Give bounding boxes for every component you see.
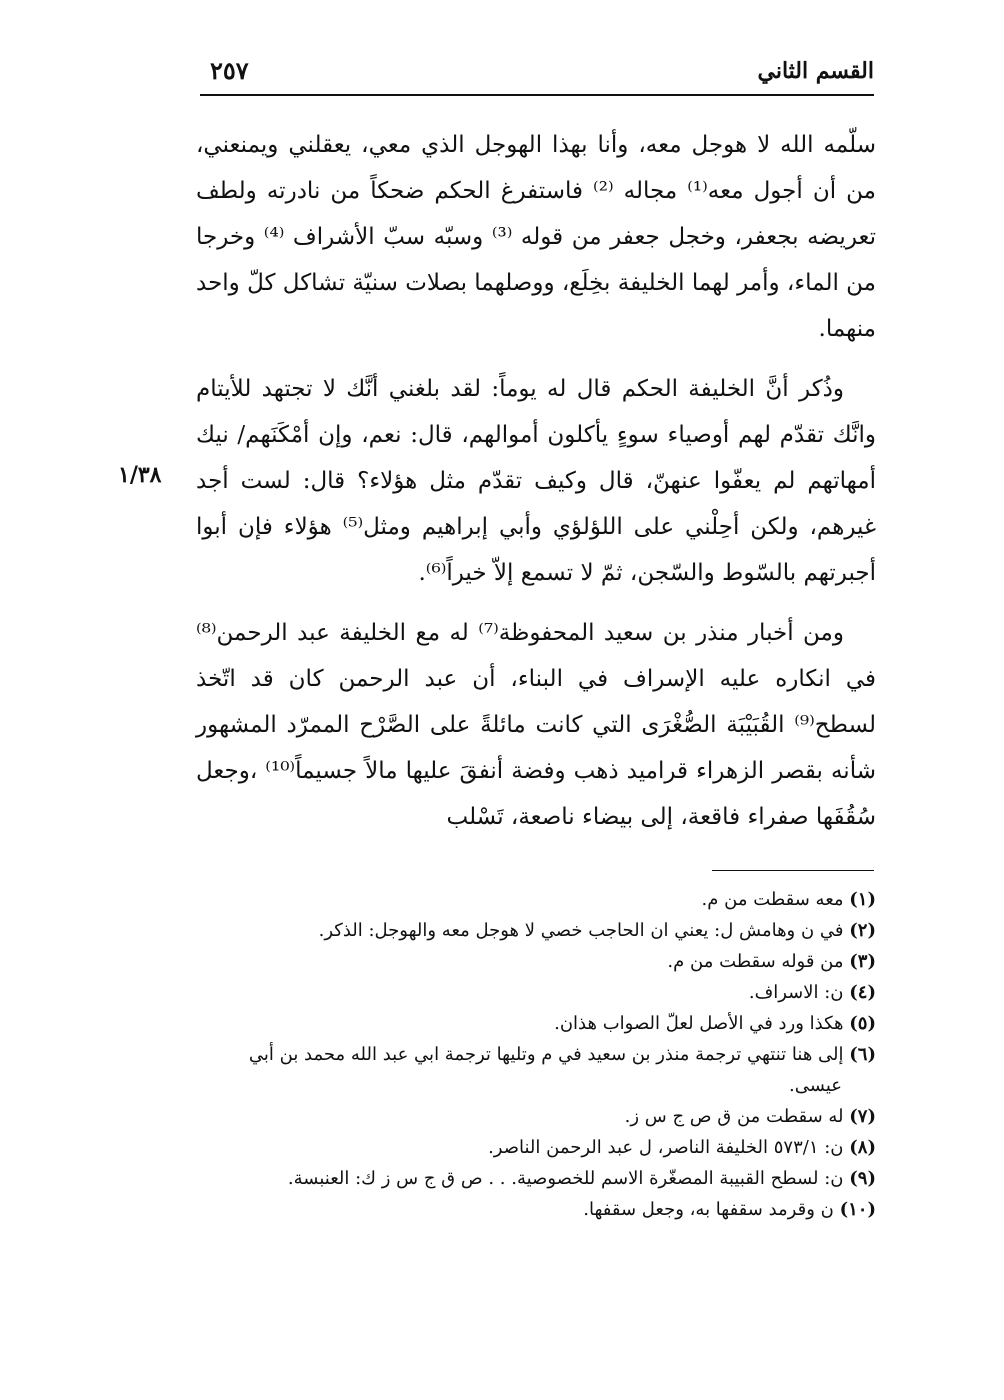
footnote-5 — [196, 1008, 876, 1039]
footnote-number: (٩) — [849, 1168, 876, 1189]
page-header — [200, 52, 874, 92]
page-number: ٢٥٧ — [210, 56, 249, 85]
footnote-number: (٥) — [849, 1013, 876, 1034]
footnote-number: (١) — [849, 889, 876, 910]
footnote-text: ن: ٥٧٣/١ الخليفة الناصر، ل عبد الرحمن الناصر. — [488, 1137, 844, 1158]
footnote-number: (٦) — [849, 1044, 876, 1065]
footnote-text: له سقطت من ق ص ج س ز. — [624, 1106, 844, 1127]
footnote-text: ن: لسطح القبيبة المصغّرة الاسم للخصوصية. . . ص ق ج س ز ك: العنبسة. — [287, 1168, 844, 1189]
footnote-4 — [196, 977, 876, 1008]
footnote-number: (٣) — [849, 951, 876, 972]
footnote-9 — [196, 1163, 876, 1194]
footnote-number: (٤) — [849, 982, 876, 1003]
footnote-number: (٧) — [849, 1106, 876, 1127]
footnote-number: (٨) — [849, 1137, 876, 1158]
footnotes — [196, 884, 876, 1225]
section-title: القسم الثاني — [757, 58, 874, 84]
footnote-rule — [712, 870, 874, 871]
footnote-number: (١٠) — [839, 1199, 876, 1220]
footnote-8 — [196, 1132, 876, 1163]
margin-folio-note: ١/٣٨ — [118, 462, 162, 488]
footnote-1 — [196, 884, 876, 915]
footnote-text: إلى هنا تنتهي ترجمة منذر بن سعيد في م وتليها ترجمة ابي عبد الله محمد بن أبي عيسى. — [248, 1044, 844, 1096]
footnote-text: ن وقرمد سقفها به، وجعل سقفها. — [583, 1199, 834, 1220]
footnote-number: (٢) — [849, 920, 876, 941]
paragraph-1: سلّمه الله لا هوجل معه، وأنا بهذا الهوجل الذي معي، يعقلني ويمنعني، من أن أجول معه⁽¹⁾ مجاله ⁽²⁾ فاستفرغ الحكم ضحكاً من نادرته ولطف تعريضه بجعفر، وخجل جعفر من قوله ⁽³⁾ وسبّه سبّ الأشراف ⁽⁴⁾ وخرجا من الماء، وأمر لهما الخليفة بخِلَع، ووصلهما بصلات سنيّة تشاكل كلّ واحد منهما. — [196, 132, 877, 342]
header-rule — [200, 94, 874, 96]
footnote-text: معه سقطت من م. — [701, 889, 844, 910]
footnote-7 — [196, 1101, 876, 1132]
footnote-text: في ن وهامش ل: يعني ان الحاجب خصي لا هوجل معه والهوجل: الذكر. — [318, 920, 844, 941]
footnote-text: من قوله سقطت من م. — [667, 951, 844, 972]
main-text — [196, 122, 876, 854]
paragraph-3: ومن أخبار منذر بن سعيد المحفوظة⁽⁷⁾ له مع الخليفة عبد الرحمن⁽⁸⁾ في انكاره عليه الإسراف في البناء، أن عبد الرحمن كان قد اتّخذ لسطح⁽⁹⁾ القُبَيْبَة الصُّغْرَى التي كانت مائلةً على الصَّرْح الممرّد المشهور شأنه بقصر الزهراء قراميد ذهب وفضة أنفقَ عليها مالاً جسيماً⁽¹⁰⁾ ،وجعل سُقُفَها صفراء فاقعة، إلى بيضاء ناصعة، تَسْلب — [196, 620, 876, 830]
footnote-10 — [196, 1194, 876, 1225]
paragraph-2: وذُكر أنَّ الخليفة الحكم قال له يوماً: لقد بلغني أنَّك لا تجتهد للأيتام وانَّك تقدّم لهم أوصياء سوءٍ يأكلون أموالهم، قال: نعم، وإن أمْكَنَهم/ نيك أمهاتهم لم يعفّوا عنهنّ، قال وكيف تقدّم مثل هؤلاء؟ قال: لست أجد غيرهم، ولكن أحِلْني على اللؤلؤي وأبي إبراهيم ومثل⁽⁵⁾ هؤلاء فإن أبوا أجبرتهم بالسّوط والسّجن، ثمّ لا تسمع إلاّ خيراً⁽⁶⁾. — [196, 376, 876, 586]
footnote-6 — [196, 1039, 876, 1101]
footnote-text: هكذا ورد في الأصل لعلّ الصواب هذان. — [554, 1013, 844, 1034]
footnote-text: ن: الاسراف. — [748, 982, 844, 1003]
footnote-3 — [196, 946, 876, 977]
footnote-2 — [196, 915, 876, 946]
